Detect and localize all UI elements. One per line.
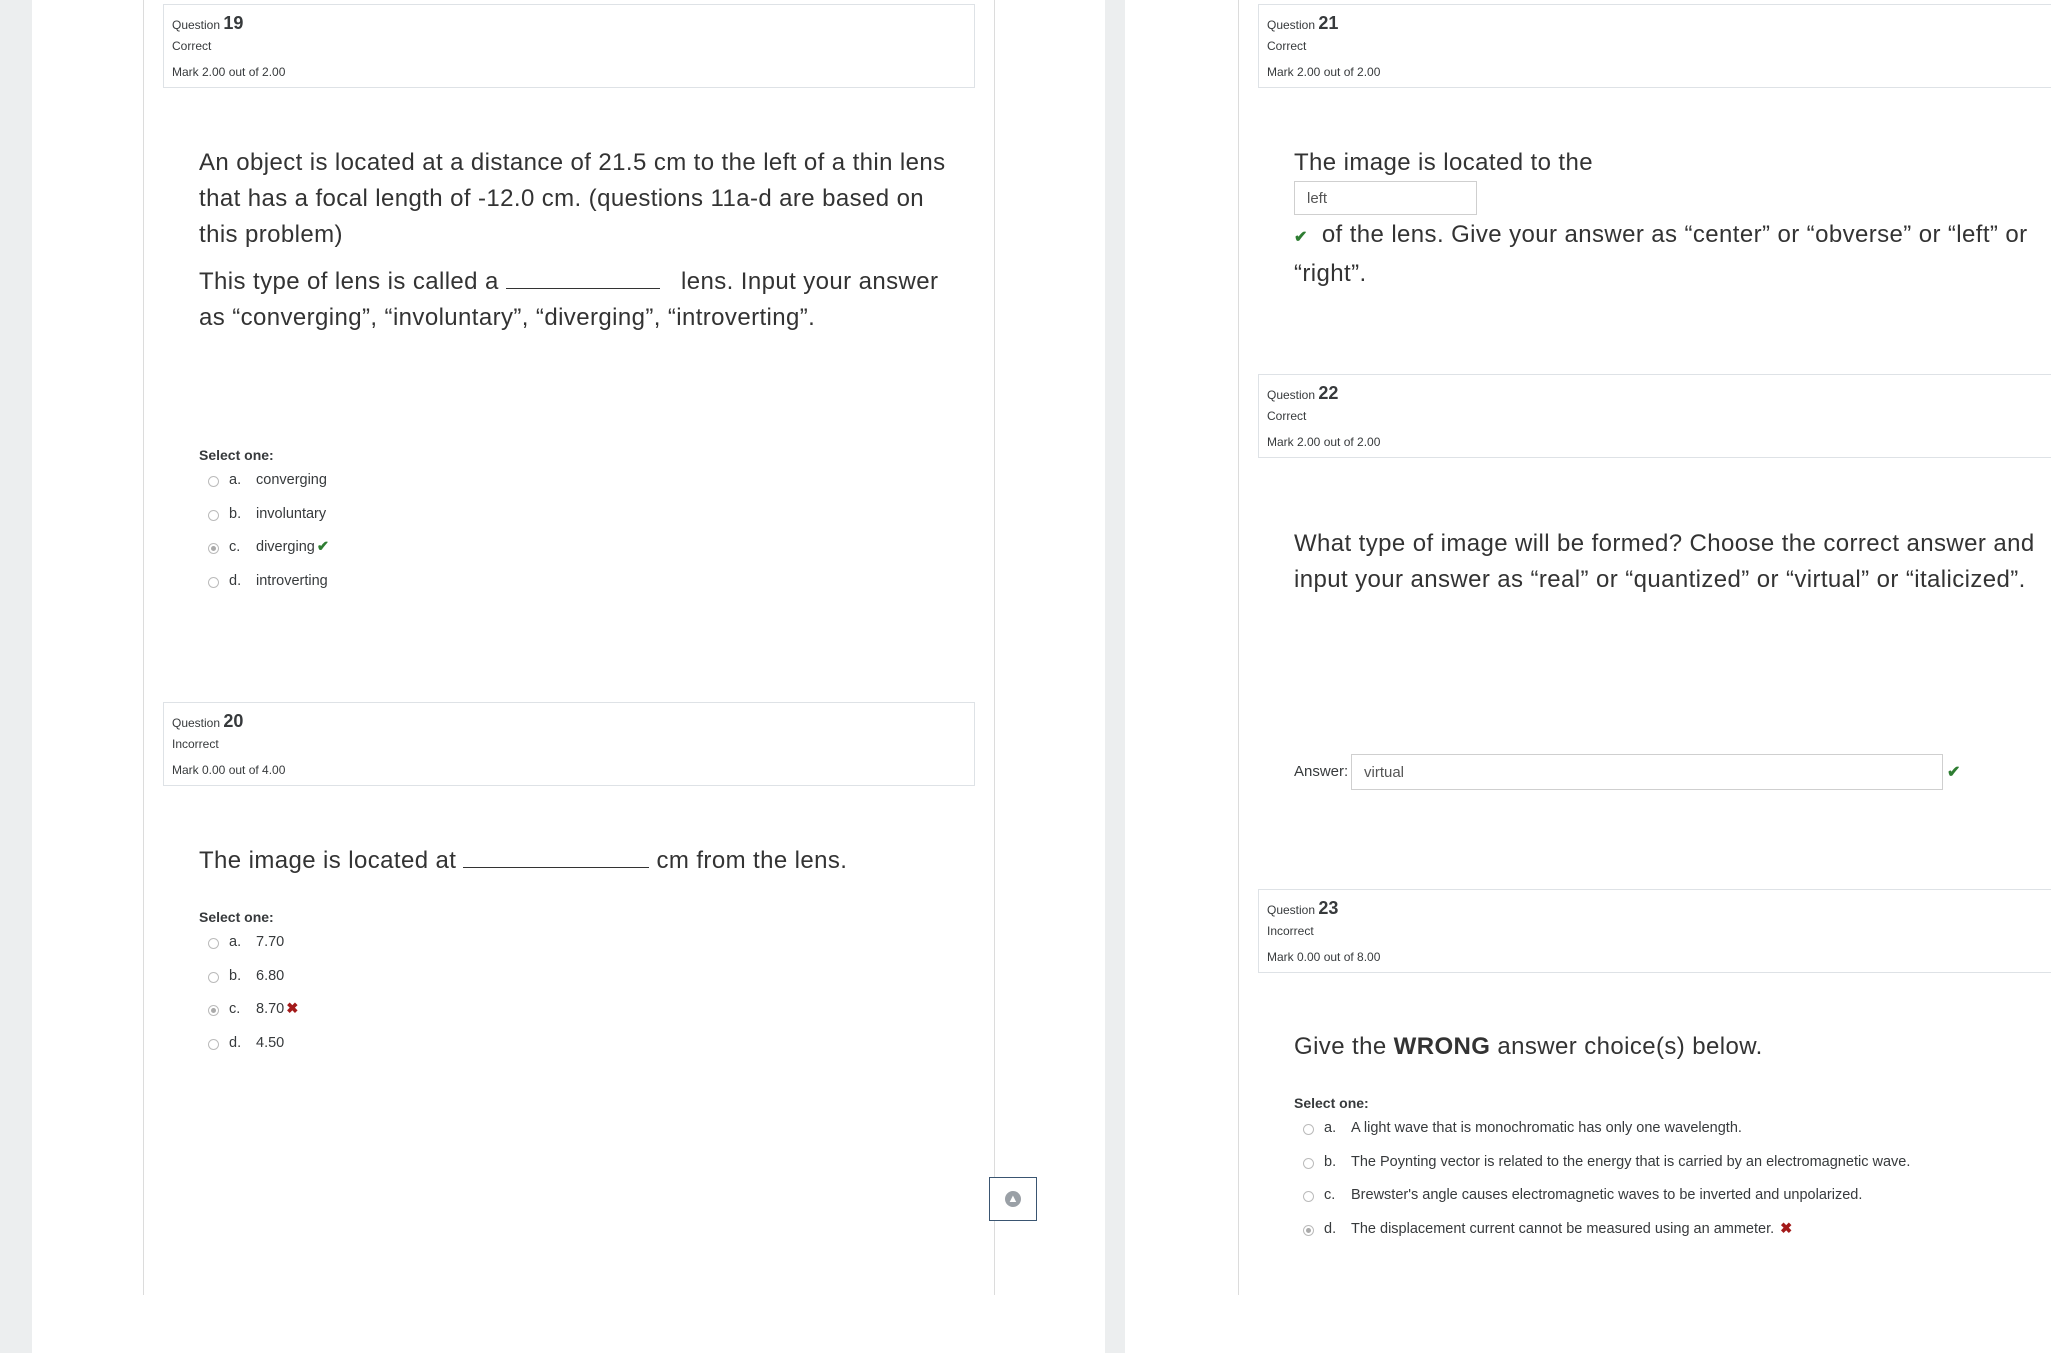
question-text-fragment: Give the: [1294, 1033, 1387, 1060]
radio-button-selected[interactable]: [1303, 1225, 1314, 1236]
option-letter: c.: [1324, 1187, 1336, 1203]
option-d[interactable]: [208, 1035, 298, 1069]
question-number: [1267, 383, 2049, 403]
option-text: involuntary: [256, 505, 327, 522]
option-text: 4.50: [256, 1034, 285, 1051]
question-number-value: 20: [223, 711, 244, 731]
option-text: diverging: [256, 539, 315, 555]
question-number-value: 22: [1318, 383, 1339, 403]
correct-check-icon: ✔: [1947, 764, 1961, 781]
question-20-text: [199, 843, 979, 879]
question-number-value: 23: [1318, 898, 1339, 918]
answer-input[interactable]: [1351, 754, 1943, 790]
question-label: Question: [172, 18, 221, 32]
fill-blank: [506, 264, 660, 289]
option-text: 8.70: [256, 1001, 285, 1017]
option-letter: d.: [229, 572, 242, 589]
answer-label: Answer:: [1294, 763, 1349, 780]
question-23-text: [1294, 1029, 2051, 1065]
radio-button-selected[interactable]: [208, 1005, 219, 1016]
question-21-text: [1294, 145, 2051, 181]
option-letter: c.: [229, 1001, 241, 1017]
option-text: The Poynting vector is related to the energy that is carried by an electromagnetic wave.: [1351, 1153, 1911, 1170]
question-grade: Mark 2.00 out of 2.00: [1267, 435, 1381, 449]
radio-button[interactable]: [1303, 1158, 1314, 1169]
option-c[interactable]: [208, 539, 329, 573]
question-state: Incorrect: [172, 737, 219, 751]
question-state: Correct: [172, 39, 212, 53]
option-b[interactable]: [208, 968, 298, 1002]
question-text-fragment: The image is located at: [199, 847, 457, 874]
radio-button[interactable]: [208, 938, 219, 949]
question-number: [172, 13, 966, 33]
option-d[interactable]: [208, 573, 329, 607]
option-a[interactable]: [208, 472, 329, 506]
question-label: Question: [172, 716, 221, 730]
option-letter: d.: [229, 1034, 242, 1051]
question-label: Question: [1267, 903, 1316, 917]
radio-button[interactable]: [1303, 1124, 1314, 1135]
question-21-text-continued: [1294, 217, 2051, 292]
incorrect-cross-icon: ✖: [1780, 1220, 1793, 1237]
option-text: 6.80: [256, 967, 285, 984]
select-one-prompt: Select one:: [1294, 1095, 1369, 1111]
question-22-info: [1258, 374, 2051, 458]
question-20-options: [208, 934, 298, 1068]
question-text-fragment: cm from the lens.: [656, 847, 848, 874]
left-page-panel: [32, 0, 1105, 1353]
back-to-top-button[interactable]: [989, 1177, 1037, 1221]
option-letter: d.: [1324, 1220, 1337, 1237]
option-a[interactable]: [208, 934, 298, 968]
option-text: Brewster's angle causes electromagnetic waves to be inverted and unpolarized.: [1351, 1187, 1863, 1203]
question-number: [1267, 13, 2049, 33]
question-19-text: [199, 145, 959, 336]
fill-blank: [463, 843, 649, 868]
radio-button[interactable]: [208, 577, 219, 588]
question-20-info: [163, 702, 975, 786]
correct-check-icon: ✔: [1294, 229, 1308, 246]
content-left-border: [143, 0, 144, 1295]
select-one-prompt: Select one:: [199, 447, 274, 463]
question-21-info: [1258, 4, 2051, 88]
right-page-panel: [1125, 0, 2051, 1353]
question-text-paragraph: [199, 264, 959, 336]
content-left-border: [1238, 0, 1239, 1295]
question-text-fragment: answer choice(s) below.: [1497, 1033, 1763, 1060]
option-text: 7.70: [256, 934, 285, 950]
question-grade: Mark 0.00 out of 4.00: [172, 763, 286, 777]
question-text-paragraph: [199, 843, 979, 879]
question-state: Incorrect: [1267, 924, 1314, 938]
radio-button-selected[interactable]: [208, 543, 219, 554]
question-text-fragment: lens. Input your answer as “converging”, “involuntary”, “diverging”, “introverting”.: [199, 268, 939, 331]
question-text-emphasis: WRONG: [1393, 1033, 1491, 1060]
option-letter: a.: [1324, 1120, 1337, 1136]
option-text: The displacement current cannot be measured using an ammeter.: [1351, 1220, 1775, 1237]
option-letter: b.: [229, 967, 242, 984]
question-19-options: [208, 472, 329, 606]
answer-input[interactable]: [1294, 181, 1477, 215]
question-text-fragment: The image is located to the: [1294, 149, 1593, 176]
option-text: A light wave that is monochromatic has only one wavelength.: [1351, 1120, 1742, 1136]
option-text: converging: [256, 472, 327, 488]
question-23-info: [1258, 889, 2051, 973]
question-grade: Mark 2.00 out of 2.00: [172, 65, 286, 79]
chevron-up-icon: ▲: [1005, 1191, 1021, 1207]
question-text-paragraph: An object is located at a distance of 21.5 cm to the left of a thin lens that has a focal length of -12.0 cm. (questions 11a-d are based on this problem): [199, 149, 946, 248]
option-letter: b.: [229, 505, 242, 522]
question-text-fragment: of the lens. Give your answer as “center” or “obverse” or “left” or “right”.: [1294, 221, 2028, 287]
radio-button[interactable]: [208, 476, 219, 487]
option-a[interactable]: [1303, 1120, 1910, 1154]
question-19-info: [163, 4, 975, 88]
question-number: [1267, 898, 2049, 918]
option-text: introverting: [256, 572, 328, 589]
option-c[interactable]: [1303, 1187, 1910, 1221]
question-text-fragment: This type of lens is called a: [199, 268, 499, 295]
question-text-paragraph: What type of image will be formed? Choose the correct answer and input your answer as “real” or “quantized” or “virtual” or “italicized”.: [1294, 530, 2035, 593]
question-grade: Mark 2.00 out of 2.00: [1267, 65, 1381, 79]
content-right-border: [994, 0, 995, 1295]
question-23-options: [1303, 1120, 1910, 1254]
select-one-prompt: Select one:: [199, 909, 274, 925]
option-b[interactable]: [208, 506, 329, 540]
option-b[interactable]: [1303, 1154, 1910, 1188]
question-number: [172, 711, 966, 731]
option-letter: c.: [229, 539, 241, 555]
correct-check-icon: ✔: [316, 539, 329, 555]
question-state: Correct: [1267, 409, 1307, 423]
option-letter: a.: [229, 934, 242, 950]
option-letter: b.: [1324, 1153, 1337, 1170]
radio-button[interactable]: [208, 972, 219, 983]
question-22-text: [1294, 526, 2051, 598]
question-number-value: 19: [223, 13, 244, 33]
question-state: Correct: [1267, 39, 1307, 53]
incorrect-cross-icon: ✖: [286, 1001, 299, 1017]
question-label: Question: [1267, 388, 1316, 402]
option-d[interactable]: [1303, 1221, 1910, 1255]
radio-button[interactable]: [208, 1039, 219, 1050]
question-number-value: 21: [1318, 13, 1339, 33]
question-text-paragraph: [1294, 217, 2051, 292]
option-letter: a.: [229, 472, 242, 488]
question-grade: Mark 0.00 out of 8.00: [1267, 950, 1381, 964]
question-label: Question: [1267, 18, 1316, 32]
question-text-paragraph: [1294, 1029, 2051, 1065]
option-c[interactable]: [208, 1001, 298, 1035]
radio-button[interactable]: [1303, 1191, 1314, 1202]
radio-button[interactable]: [208, 510, 219, 521]
